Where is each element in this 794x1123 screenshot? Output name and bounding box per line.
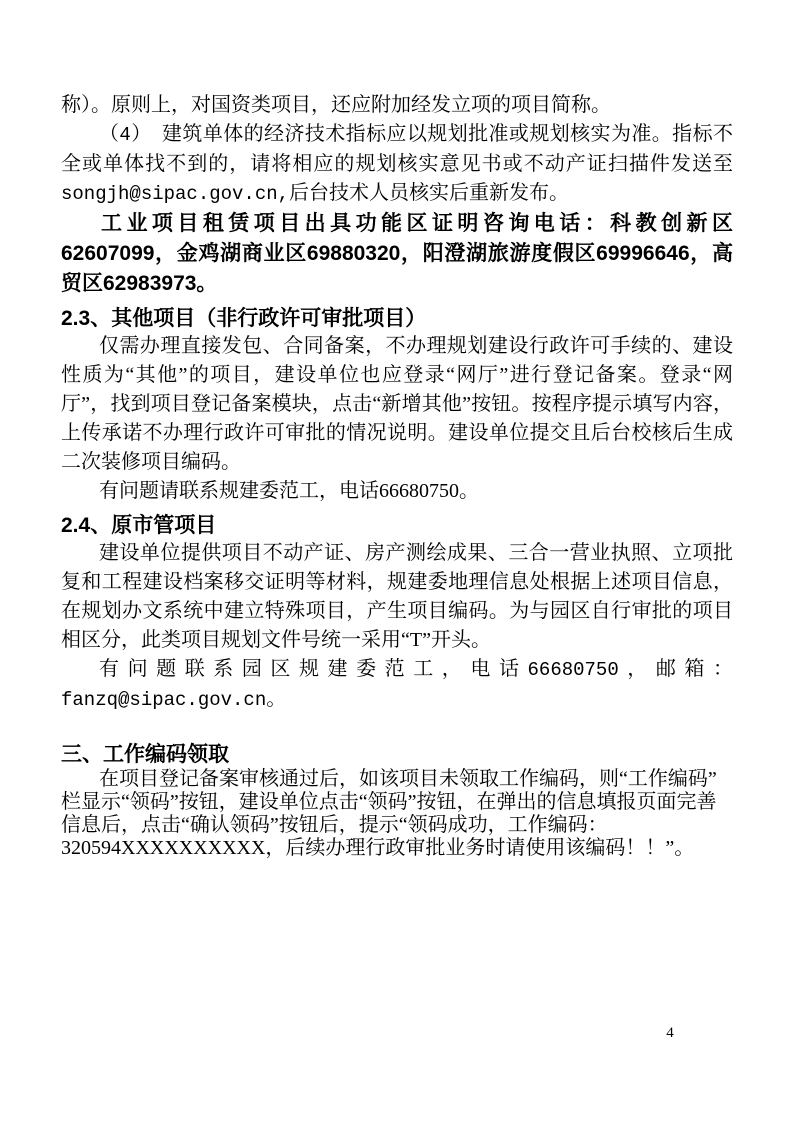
cjk-text: （ [99,123,120,145]
page-number: 4 [666,1025,674,1041]
cjk-text: ） 建筑单体的经济技术指标应以规划批准或规划核实为准。指标不全或单体找不到的，请将相应的规划核实意见书或不动产证扫描件发送至 [61,123,733,175]
paragraph: 建设单位提供项目不动产证、房产测绘成果、三合一营业执照、立项批复和工程建设档案移交证明等材料，规建委地理信息处根据上述项目信息，在规划办文系统中建立特殊项目，产生项目编码。为与园区自行审批的项目相区分，此类项目规划文件号统一采用“T”开头。 [61,542,733,651]
section-heading: 2.4、原市管项目 [61,514,217,537]
cjk-text: ，邮箱： [618,658,734,680]
cjk-text: 后台技术人员核实后重新发布。 [289,182,570,204]
paragraph [61,120,733,209]
latin-text: 66680750 [527,659,619,681]
paragraph: 称）。原则上，对国资类项目，还应附加经发立项的项目简称。 [61,94,611,116]
cjk-text: 有问题联系园区规建委范工，电话 [99,658,528,680]
latin-text: 4 [119,124,131,146]
cjk-text: 。 [266,688,287,710]
paragraph [61,655,733,715]
paragraph: 仅需办理直接发包、合同备案，不办理规划建设行政许可手续的、建设性质为“其他”的项目，建设单位也应登录“网厅”进行登记备案。登录“网厅”，找到项目登记备案模块，点击“新增其他”按钮。按程序提示填写内容，上传承诺不办理行政许可审批的情况说明。建设单位提交且后台校核后生成二次装修项目编码。 [61,335,733,473]
paragraph: 有问题请联系规建委范工，电话66680750。 [99,480,479,502]
document-body [61,91,733,860]
paragraph: 在项目登记备案审核通过后，如该项目未领取工作编码，则“工作编码”栏显示“领码”按钮，建设单位点击“领码”按钮，在弹出的信息填报页面完善信息后，点击“确认领码”按钮后，提示“领码成功，工作编码：320594XXXXXXXXXX，后续办理行政审批业务时请使用该编码！！”。 [61,768,717,859]
latin-text: fanzq@sipac.gov.cn [61,689,267,711]
section-heading: 2.3、其他项目（非行政许可审批项目） [61,307,427,330]
latin-text: songjh@sipac.gov.cn, [61,183,290,205]
section-heading: 三、工作编码领取 [61,743,229,766]
paragraph: 工业项目租赁项目出具功能区证明咨询电话：科教创新区62607099，金鸡湖商业区69880320，阳澄湖旅游度假区69996646，高贸区62983973。 [61,212,733,295]
